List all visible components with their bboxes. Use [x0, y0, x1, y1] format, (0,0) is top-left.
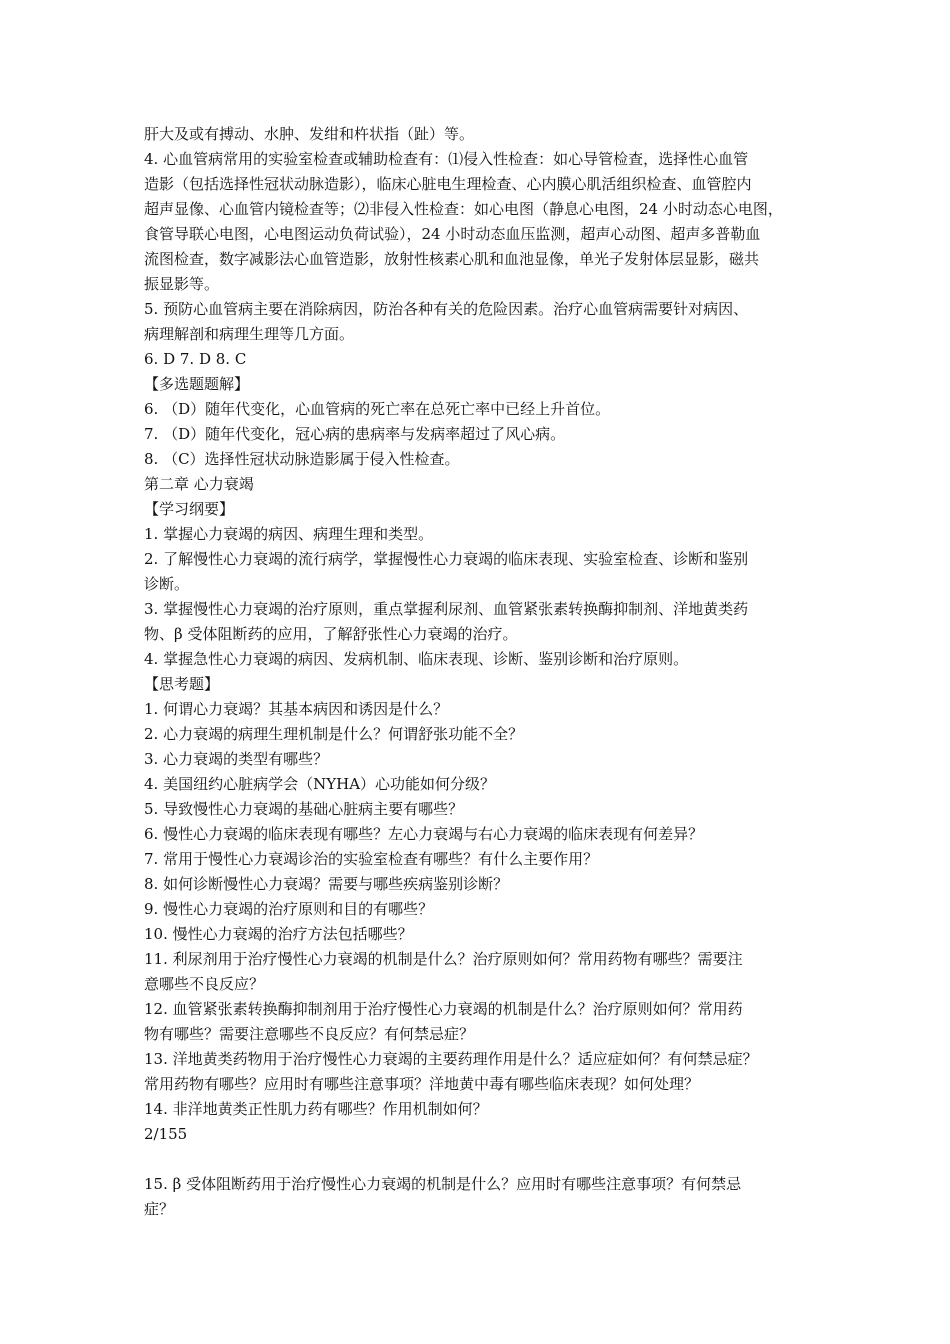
question-line: 意哪些不良反应？: [144, 975, 265, 993]
text-line: 3. 掌握慢性心力衰竭的治疗原则，重点掌握利尿剂、血管紧张素转换酶抑制剂、洋地黄类药: [144, 600, 749, 618]
question-line: 3. 心力衰竭的类型有哪些？: [144, 750, 329, 768]
text-line: 6. （D）随年代变化，心血管病的死亡率在总死亡率中已经上升首位。: [144, 400, 611, 418]
question-line: 11. 利尿剂用于治疗慢性心力衰竭的机制是什么？治疗原则如何？常用药物有哪些？需要注: [144, 950, 743, 968]
question-line: 14. 非洋地黄类正性肌力药有哪些？作用机制如何？: [144, 1100, 488, 1118]
question-line: 2. 心力衰竭的病理生理机制是什么？何谓舒张功能不全？: [144, 725, 524, 743]
chapter-title: 第二章 心力衰竭: [144, 475, 254, 493]
section-heading: 【思考题】: [144, 675, 220, 693]
question-line: 常用药物有哪些？应用时有哪些注意事项？洋地黄中毒有哪些临床表现？如何处理？: [144, 1075, 700, 1093]
question-line: 9. 慢性心力衰竭的治疗原则和目的有哪些？: [144, 900, 434, 918]
section-heading: 【学习纲要】: [144, 500, 235, 518]
page-break-gap: [144, 1147, 834, 1172]
text-line: 5. 预防心血管病主要在消除病因，防治各种有关的危险因素。治疗心血管病需要针对病因、: [144, 300, 749, 318]
text-line: 7. （D）随年代变化，冠心病的患病率与发病率超过了风心病。: [144, 425, 566, 443]
question-line: 13. 洋地黄类药物用于治疗慢性心力衰竭的主要药理作用是什么？适应症如何？有何禁忌症？: [144, 1050, 758, 1068]
question-line: 症？: [144, 1200, 175, 1218]
text-line: 振显影等。: [144, 275, 220, 293]
text-line: 肝大及或有搏动、水肿、发绀和杵状指（趾）等。: [144, 125, 475, 143]
question-line: 7. 常用于慢性心力衰竭诊治的实验室检查有哪些？有什么主要作用？: [144, 850, 599, 868]
question-line: 8. 如何诊断慢性心力衰竭？需要与哪些疾病鉴别诊断？: [144, 875, 509, 893]
question-line: 5. 导致慢性心力衰竭的基础心脏病主要有哪些？: [144, 800, 464, 818]
question-line: 6. 慢性心力衰竭的临床表现有哪些？左心力衰竭与右心力衰竭的临床表现有何差异？: [144, 825, 704, 843]
text-line: 超声显像、心血管内镜检查等；⑵非侵入性检查：如心电图（静息心电图，24 小时动态心电图，: [144, 200, 783, 218]
text-line: 物、β 受体阻断药的应用，了解舒张性心力衰竭的治疗。: [144, 625, 518, 643]
text-line: 病理解剖和病理生理等几方面。: [144, 325, 355, 343]
question-line: 10. 慢性心力衰竭的治疗方法包括哪些？: [144, 925, 413, 943]
question-line: 1. 何谓心力衰竭？其基本病因和诱因是什么？: [144, 700, 449, 718]
document-page: [144, 122, 834, 1222]
answer-key: 6. D 7. D 8. C: [144, 350, 247, 368]
question-line: 12. 血管紧张素转换酶抑制剂用于治疗慢性心力衰竭的机制是什么？治疗原则如何？常用药: [144, 1000, 743, 1018]
question-line: 4. 美国纽约心脏病学会（NYHA）心功能如何分级？: [144, 775, 496, 793]
text-line: 2. 了解慢性心力衰竭的流行病学，掌握慢性心力衰竭的临床表现、实验室检查、诊断和鉴别: [144, 550, 749, 568]
page-number: 2/155: [144, 1125, 188, 1143]
text-line: 8. （C）选择性冠状动脉造影属于侵入性检查。: [144, 450, 460, 468]
question-line: 物有哪些？需要注意哪些不良反应？有何禁忌症？: [144, 1025, 475, 1043]
question-line: 15. β 受体阻断药用于治疗慢性心力衰竭的机制是什么？应用时有哪些注意事项？有何禁忌: [144, 1175, 742, 1193]
text-line: 诊断。: [144, 575, 190, 593]
text-line: 4. 掌握急性心力衰竭的病因、发病机制、临床表现、诊断、鉴别诊断和治疗原则。: [144, 650, 689, 668]
next-page-text-block: [144, 1172, 834, 1222]
text-line: 流图检查，数字减影法心血管造影，放射性核素心肌和血池显像，单光子发射体层显影，磁共: [144, 250, 760, 268]
text-line: 造影（包括选择性冠状动脉造影），临床心脏电生理检查、心内膜心肌活组织检查、血管腔内: [144, 175, 752, 193]
section-heading: 【多选题题解】: [144, 375, 250, 393]
text-line: 1. 掌握心力衰竭的病因、病理生理和类型。: [144, 525, 434, 543]
text-line: 食管导联心电图，心电图运动负荷试验），24 小时动态血压监测，超声心动图、超声多普勒血: [144, 225, 761, 243]
text-block: [144, 122, 834, 1122]
text-line: 4. 心血管病常用的实验室检查或辅助检查有：⑴侵入性检查：如心导管检查，选择性心血管: [144, 150, 749, 168]
